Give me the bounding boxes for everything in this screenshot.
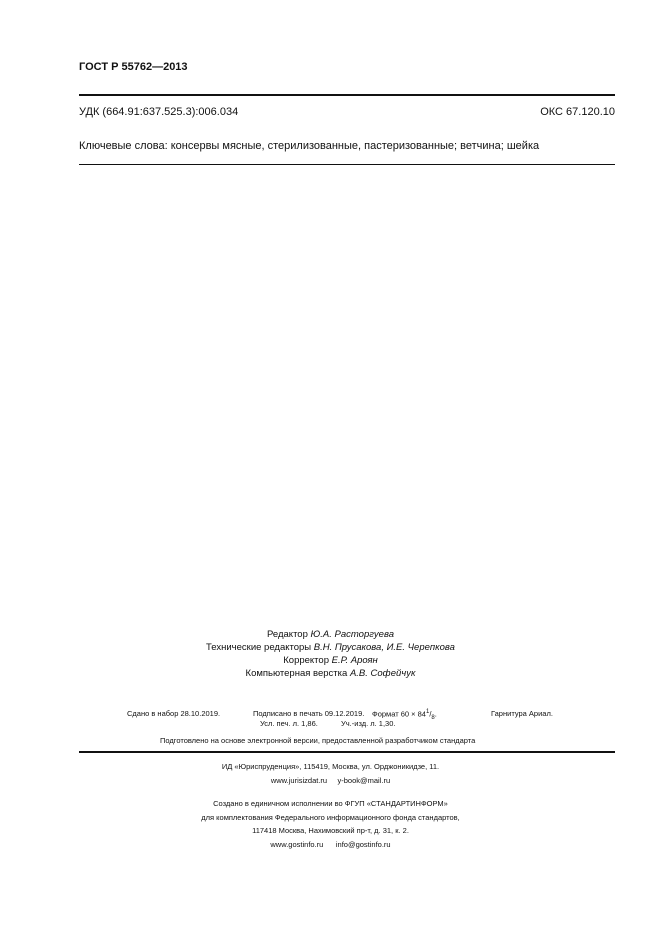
publisher-sheets: Уч.-изд. л. 1,30. <box>341 719 396 728</box>
publisher-address: ИД «Юриспруденция», 115419, Москва, ул. Орджоникидзе, 11. <box>221 762 440 771</box>
gostinfo-email: info@gostinfo.ru <box>335 839 391 849</box>
created-line-1: Создано в единичном исполнении во ФГУП «СТАНДАРТИНФОРМ» <box>213 799 448 808</box>
gostinfo-contacts <box>0 838 661 852</box>
layout-role: Компьютерная верстка <box>245 668 348 679</box>
signed-date: Подписано в печать 09.12.2019. <box>253 709 365 718</box>
top-rule <box>79 94 615 96</box>
tech-editors-line <box>0 641 661 654</box>
format-info: Формат $60 \times 84^1/_8$. <box>372 709 437 721</box>
font-info: Гарнитура Ариал. <box>491 709 553 718</box>
format-numerator: 1 <box>425 709 430 715</box>
format-denominator: 8 <box>431 715 435 721</box>
print-sheets: Усл. печ. л. 1,86. <box>260 719 318 728</box>
publisher-contacts <box>0 774 661 788</box>
gostinfo-site: www.gostinfo.ru <box>270 839 324 849</box>
created-line-2: для комплектования Федерального информационного фонда стандартов, <box>201 812 460 822</box>
publisher-block <box>0 760 661 851</box>
corrector-line <box>0 654 661 667</box>
corrector-name: Е.Р. Ароян <box>331 655 378 666</box>
keywords-line: Ключевые слова: консервы мясные, стерилизованные, пастеризованные; ветчина; шейка <box>79 140 540 152</box>
credits-block <box>0 628 661 680</box>
publisher-email: y-book@mail.ru <box>337 775 391 785</box>
editor-line <box>0 628 661 641</box>
editor-name: Ю.А. Расторгуева <box>310 629 394 640</box>
keywords-rule <box>79 164 615 165</box>
oks-code: ОКС 67.120.10 <box>540 106 615 118</box>
standard-number: ГОСТ Р 55762—2013 <box>79 61 188 73</box>
udk-code: УДК (664.91:637.525.3):006.034 <box>79 106 239 118</box>
publisher-site: www.jurisizdat.ru <box>270 775 328 785</box>
prepared-note: Подготовлено на основе электронной версии, предоставленной разработчиком стандарта <box>160 736 476 745</box>
bottom-rule <box>79 751 615 753</box>
tech-editors-names: В.Н. Прусакова, И.Е. Черепкова <box>313 642 455 653</box>
tech-editors-role: Технические редакторы <box>206 642 312 653</box>
spacer <box>0 787 661 797</box>
submitted-date: Сдано в набор 28.10.2019. <box>127 709 221 718</box>
corrector-role: Корректор <box>283 655 329 666</box>
layout-line <box>0 667 661 680</box>
layout-name: А.В. Софейчук <box>349 668 416 679</box>
editor-role: Редактор <box>266 629 308 640</box>
format-prefix: Формат 60 × 84 <box>372 709 426 719</box>
gostinfo-address: 117418 Москва, Нахимовский пр-т, д. 31, к. 2. <box>252 826 409 835</box>
